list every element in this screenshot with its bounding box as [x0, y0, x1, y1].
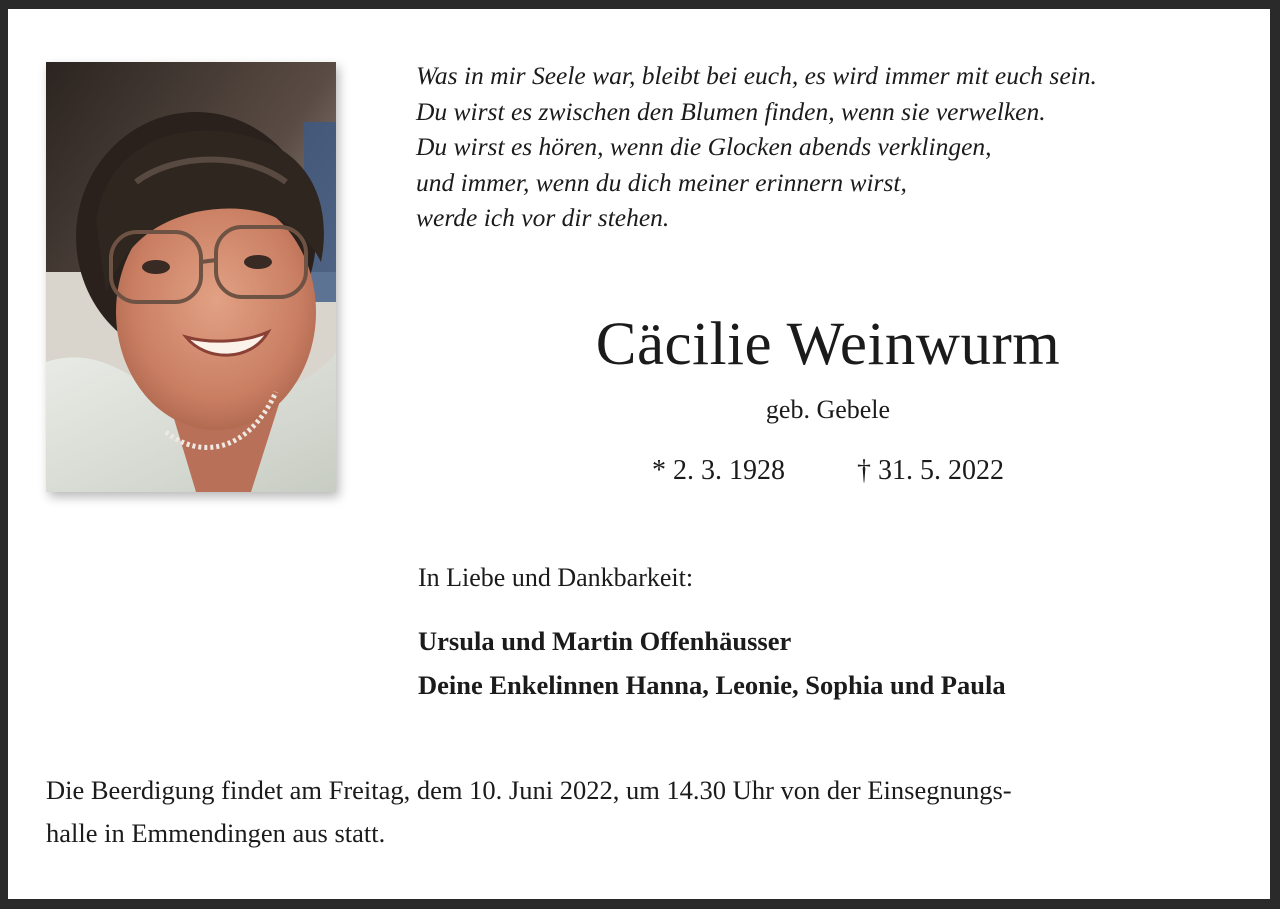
deceased-name: Cäcilie Weinwurm [595, 311, 1061, 378]
poem-line: Du wirst es zwischen den Blumen finden, wenn sie verwelken. [416, 96, 1046, 126]
poem-line: Du wirst es hören, wenn die Glocken abends verklingen, [416, 132, 992, 161]
funeral-line: halle in Emmendingen aus statt. [46, 818, 386, 848]
mourner-name: Deine Enkelinnen Hanna, Leonie, Sophia und Paula [418, 670, 1006, 700]
poem-line: werde ich vor dir stehen. [416, 203, 670, 232]
mourner-name: Ursula und Martin Offenhäusser [418, 626, 792, 656]
obituary-card [8, 9, 1270, 899]
life-dates [408, 453, 1248, 489]
birth-date: * 2. 3. 1928 [652, 455, 785, 486]
poem-line: Was in mir Seele war, bleibt bei euch, es wird immer mit euch sein. [416, 61, 1097, 90]
poem-line: und immer, wenn du dich meiner erinnern wirst, [416, 167, 907, 197]
death-date: † 31. 5. 2022 [857, 455, 1004, 486]
poem [416, 58, 1256, 236]
portrait-photo [46, 62, 336, 492]
maiden-name: geb. Gebele [765, 395, 891, 424]
mourners-intro: In Liebe und Dankbarkeit: [418, 563, 694, 592]
funeral-notice [46, 769, 1246, 855]
funeral-line: Die Beerdigung findet am Freitag, dem 10. Juni 2022, um 14.30 Uhr von der Einsegnungs- [46, 775, 1012, 805]
mourners-list [418, 619, 1006, 707]
portrait-image [46, 62, 336, 492]
